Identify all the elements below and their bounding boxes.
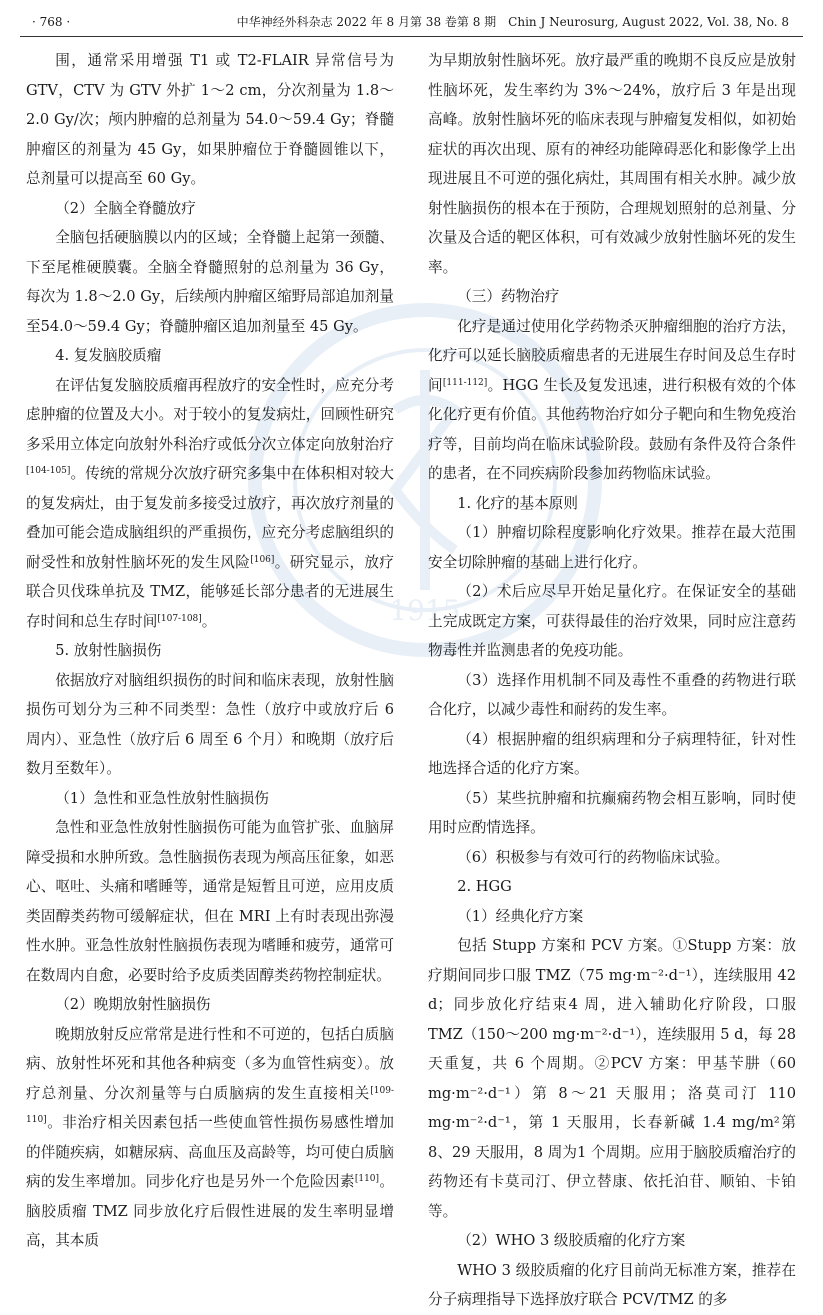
body-paragraph xyxy=(428,577,796,666)
running-header xyxy=(20,8,803,37)
paragraph-text: 依据放疗对脑组织损伤的时间和临床表现，放射性脑损伤可划分为三种不同类型：急性（放疗中或放疗后 6 周内）、亚急性（放疗后 6 周至 6 个月）和晚期（放疗后数月至数年）。 xyxy=(26,671,394,777)
body-paragraph xyxy=(428,931,796,1226)
body-paragraph xyxy=(428,312,796,489)
paragraph-text: 晚期放射反应常常是进行性和不可逆的，包括白质脑病、放射性坏死和其他各种病变（多为血管性病变）。放疗总剂量、分次剂量等与白质脑病的发生直接相关 xyxy=(26,1025,394,1102)
paragraph-text: 。传统的常规分次放疗研究多集中在体积相对较大的复发病灶，由于复发前多接受过放疗，再次放疗剂量的叠加可能会造成脑组织的严重损伤，应充分考虑脑组织的耐受性和放射性脑坏死的发生风险 xyxy=(26,465,394,571)
body-paragraph xyxy=(428,843,796,873)
body-paragraph xyxy=(428,1256,796,1315)
paragraph-text: 。HGG 生长及复发迅速，进行积极有效的个体化化疗更有价值。其他药物治疗如分子靶向和生物免疫治疗等，目前均尚在临床试验阶段。鼓励有条件及符合条件的患者，在不同疾病阶段参加药物临床试验。 xyxy=(428,376,796,482)
paragraph-text: WHO 3 级胶质瘤的化疗目前尚无标准方案，推荐在分子病理指导下选择放疗联合 PCV/TMZ 的多 xyxy=(428,1261,796,1308)
paragraph-text: （1）肿瘤切除程度影响化疗效果。推荐在最大范围安全切除肿瘤的基础上进行化疗。 xyxy=(428,524,796,571)
citation-ref: [106] xyxy=(250,554,275,565)
section-heading xyxy=(26,784,394,814)
seal-year: 1915 xyxy=(389,594,461,627)
left-column xyxy=(26,46,394,1256)
paragraph-text: 全脑包括硬脑膜以内的区域；全脊髓上起第一颈髓、下至尾椎硬膜囊。全脑全脊髓照射的总剂量为 36 Gy，每次为 1.8～2.0 Gy，后续颅内肿瘤区缩野局部追加剂量至54.0～59.4 Gy；脊髓肿瘤区追加剂量至 45 Gy。 xyxy=(26,229,394,335)
paragraph-text: （6）积极参与有效可行的药物临床试验。 xyxy=(457,848,730,866)
page-number: · 768 · xyxy=(32,15,71,29)
paragraph-text: 化疗是通过使用化学药物杀灭肿瘤细胞的治疗方法，化疗可以延长脑胶质瘤患者的无进展生存时间及总生存时间 xyxy=(428,317,796,394)
paragraph-text: （2）WHO 3 级胶质瘤的化疗方案 xyxy=(457,1232,686,1249)
paragraph-text: （4）根据肿瘤的组织病理和分子病理特征，针对性地选择合适的化疗方案。 xyxy=(428,730,796,777)
body-paragraph xyxy=(428,666,796,725)
paragraph-text: （三）药物治疗 xyxy=(457,288,560,305)
body-paragraph xyxy=(428,46,796,282)
paragraph-text: （5）某些抗肿瘤和抗癫痫药物会相互影响，同时使用时应酌情选择。 xyxy=(428,789,796,836)
body-paragraph xyxy=(26,1020,394,1256)
section-heading xyxy=(428,1226,796,1256)
paragraph-text: 。非治疗相关因素包括一些使血管性损伤易感性增加的伴随疾病，如糖尿病、高血压及高龄等，均可使白质脑病的发生率增加。同步化疗也是另外一个危险因素 xyxy=(26,1114,394,1190)
paragraph-text: （1）经典化疗方案 xyxy=(457,907,584,925)
body-paragraph xyxy=(26,223,394,341)
paragraph-text: 4. 复发脑胶质瘤 xyxy=(55,347,162,364)
paragraph-text: （2）术后应尽早开始足量化疗。在保证安全的基础上完成既定方案，可获得最佳的治疗效果，同时应注意药物毒性并监测患者的免疫功能。 xyxy=(428,583,796,659)
paragraph-text: 围，通常采用增强 T1 或 T2-FLAIR 异常信号为 GTV，CTV 为 GTV 外扩 1～2 cm，分次剂量为 1.8～2.0 Gy/次；颅内肿瘤的总剂量为 54.0～59.4 Gy；脊髓肿瘤区的剂量为 45 Gy，如果肿瘤位于脊髓圆锥以下，总剂量可以提高至 60 Gy。 xyxy=(26,52,394,187)
paragraph-text: 在评估复发脑胶质瘤再程放疗的安全性时，应充分考虑肿瘤的位置及大小。对于较小的复发病灶，回顾性研究多采用立体定向放射外科治疗或低分次立体定向放射治疗 xyxy=(26,376,394,453)
body-paragraph xyxy=(428,725,796,784)
paragraph-text: （2）全脑全脊髓放疗 xyxy=(55,199,196,217)
section-heading xyxy=(26,990,394,1020)
section-heading xyxy=(26,194,394,224)
journal-citation: 中华神经外科杂志 2022 年 8 月第 38 卷第 8 期 Chin J Neurosurg, August 2022, Vol. 38, No. 8 xyxy=(236,15,789,29)
body-paragraph xyxy=(428,784,796,843)
paragraph-text: 急性和亚急性放射性脑损伤可能为血管扩张、血脑屏障受损和水肿所致。急性脑损伤表现为颅高压征象，如恶心、呕吐、头痛和嗜睡等，通常是短暂且可逆，应用皮质类固醇类药物可缓解症状，但在 MRI 上有时表现出弥漫性水肿。亚急性放射性脑损伤表现为嗜睡和疲劳，通常可在数周内自愈，必要时给予皮质类固醇类药物控制症状。 xyxy=(26,819,394,984)
body-paragraph xyxy=(26,666,394,784)
body-paragraph xyxy=(428,518,796,577)
section-heading xyxy=(428,902,796,932)
section-heading xyxy=(26,341,394,371)
paragraph-text: 为早期放射性脑坏死。放疗最严重的晚期不良反应是放射性脑坏死，发生率约为 3%～24%，放疗后 3 年是出现高峰。放射性脑坏死的临床表现与肿瘤复发相似，如初始症状的再次出现、原有的神经功能障碍恶化和影像学上出现进展且不可逆的强化病灶，其周围有相关水肿。减少放射性脑损伤的根本在于预防，合理规划照射的总剂量、分次量及合适的靶区体积，可有效减少放射性脑坏死的发生率。 xyxy=(428,52,796,276)
paragraph-text: （1）急性和亚急性放射性脑损伤 xyxy=(55,789,269,807)
paragraph-text: 包括 Stupp 方案和 PCV 方案。①Stupp 方案：放疗期间同步口服 TMZ（75 mg·m⁻²·d⁻¹），连续服用 42 d；同步放化疗结束4 周，进入辅助化疗阶段，口服 TMZ（150～200 mg·m⁻²·d⁻¹），连续服用 5 d，每 28 天重复，共 6 个周期。②PCV 方案：甲基苄肼（60 mg·m⁻²·d⁻¹）第 8～21 天服用；洛莫司汀 110 mg·m⁻²·d⁻¹，第 1 天服用，长春新碱 1.4 mg/m²第 8、29 天服用，8 周为1 个周期。应用于脑胶质瘤治疗的药物还有卡莫司汀、伊立替康、依托泊苷、顺铂、卡铂等。 xyxy=(428,937,796,1220)
paragraph-text: （3）选择作用机制不同及毒性不重叠的药物进行联合化疗，以减少毒性和耐药的发生率。 xyxy=(428,671,796,718)
body-paragraph xyxy=(26,46,394,194)
body-paragraph xyxy=(26,813,394,990)
citation-ref: [104-105] xyxy=(26,466,71,476)
citation-ref: [111-112] xyxy=(442,377,488,388)
paragraph-text: 。 xyxy=(201,612,217,630)
body-paragraph xyxy=(26,371,394,637)
section-heading xyxy=(26,636,394,666)
section-heading xyxy=(428,282,796,312)
section-heading xyxy=(428,872,796,902)
section-heading xyxy=(428,489,796,519)
paragraph-text: （2）晚期放射性脑损伤 xyxy=(55,996,211,1013)
right-column xyxy=(428,46,796,1315)
paragraph-text: 。研究显示，放疗联合贝伐珠单抗及 TMZ，能够延长部分患者的无进展生存时间和总生存时间 xyxy=(26,553,394,630)
citation-ref: [109-110] xyxy=(26,1085,394,1125)
citation-ref: [107-108] xyxy=(157,613,202,624)
paragraph-text: 2. HGG xyxy=(457,878,512,895)
paragraph-text: 5. 放射性脑损伤 xyxy=(55,642,162,659)
citation-ref: [110] xyxy=(354,1174,380,1184)
paragraph-text: 1. 化疗的基本原则 xyxy=(457,494,578,512)
paragraph-text: 。脑胶质瘤 TMZ 同步放化疗后假性进展的发生率明显增高，其本质 xyxy=(26,1173,394,1249)
